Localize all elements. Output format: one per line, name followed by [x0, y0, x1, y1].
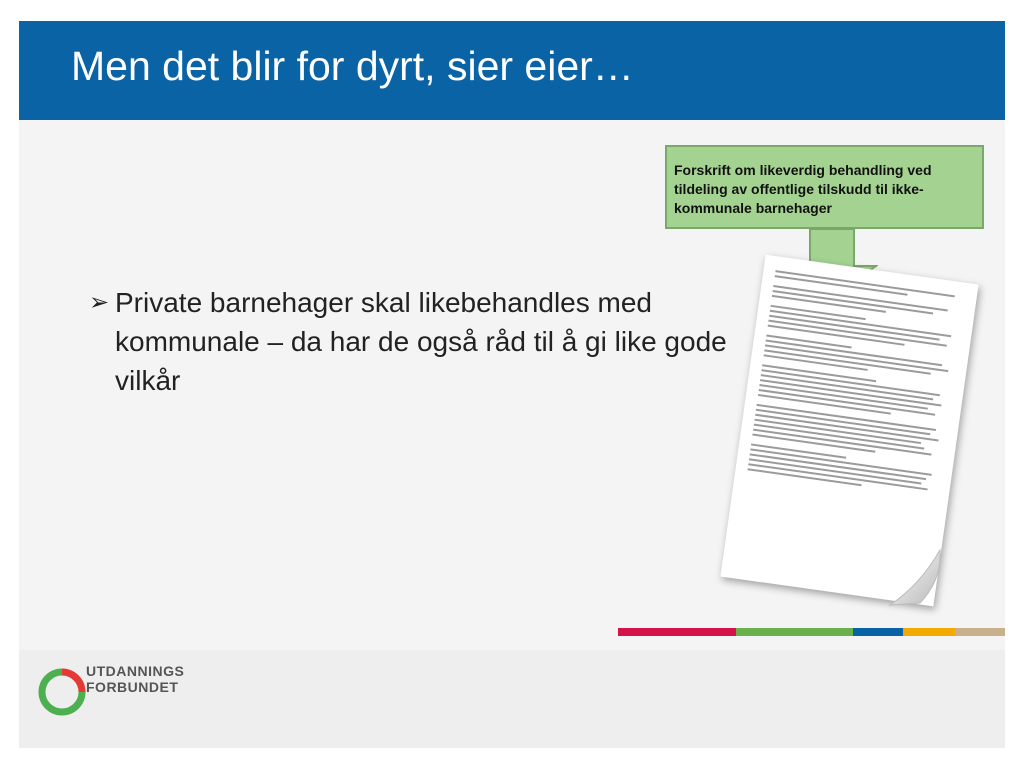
bullet-point	[89, 283, 779, 400]
title-bar	[19, 21, 1005, 120]
stripe-blue	[853, 628, 903, 636]
slide-title: Men det blir for dyrt, sier eier…	[71, 43, 634, 89]
stripe-beige	[955, 628, 1005, 636]
logo-line1: UTDANNINGS	[86, 663, 185, 679]
callout-box: Forskrift om likeverdig behandling ved tildeling av offentlige tilskudd til ikke-kommunale barnehager	[665, 145, 984, 229]
logo-text	[86, 663, 184, 695]
bullet-arrow-icon: ➢	[89, 289, 110, 316]
logo-line2: FORBUNDET	[86, 679, 179, 695]
stripe-green	[736, 628, 853, 636]
page-curl-icon	[880, 545, 950, 615]
utdanningsforbundet-logo-icon	[36, 666, 88, 718]
stripe-red	[618, 628, 736, 636]
bullet-text: Private barnehager skal likebehandles med kommunale – da har de også råd til å gi like gode vilkår	[115, 287, 727, 396]
stripe-yellow	[903, 628, 955, 636]
